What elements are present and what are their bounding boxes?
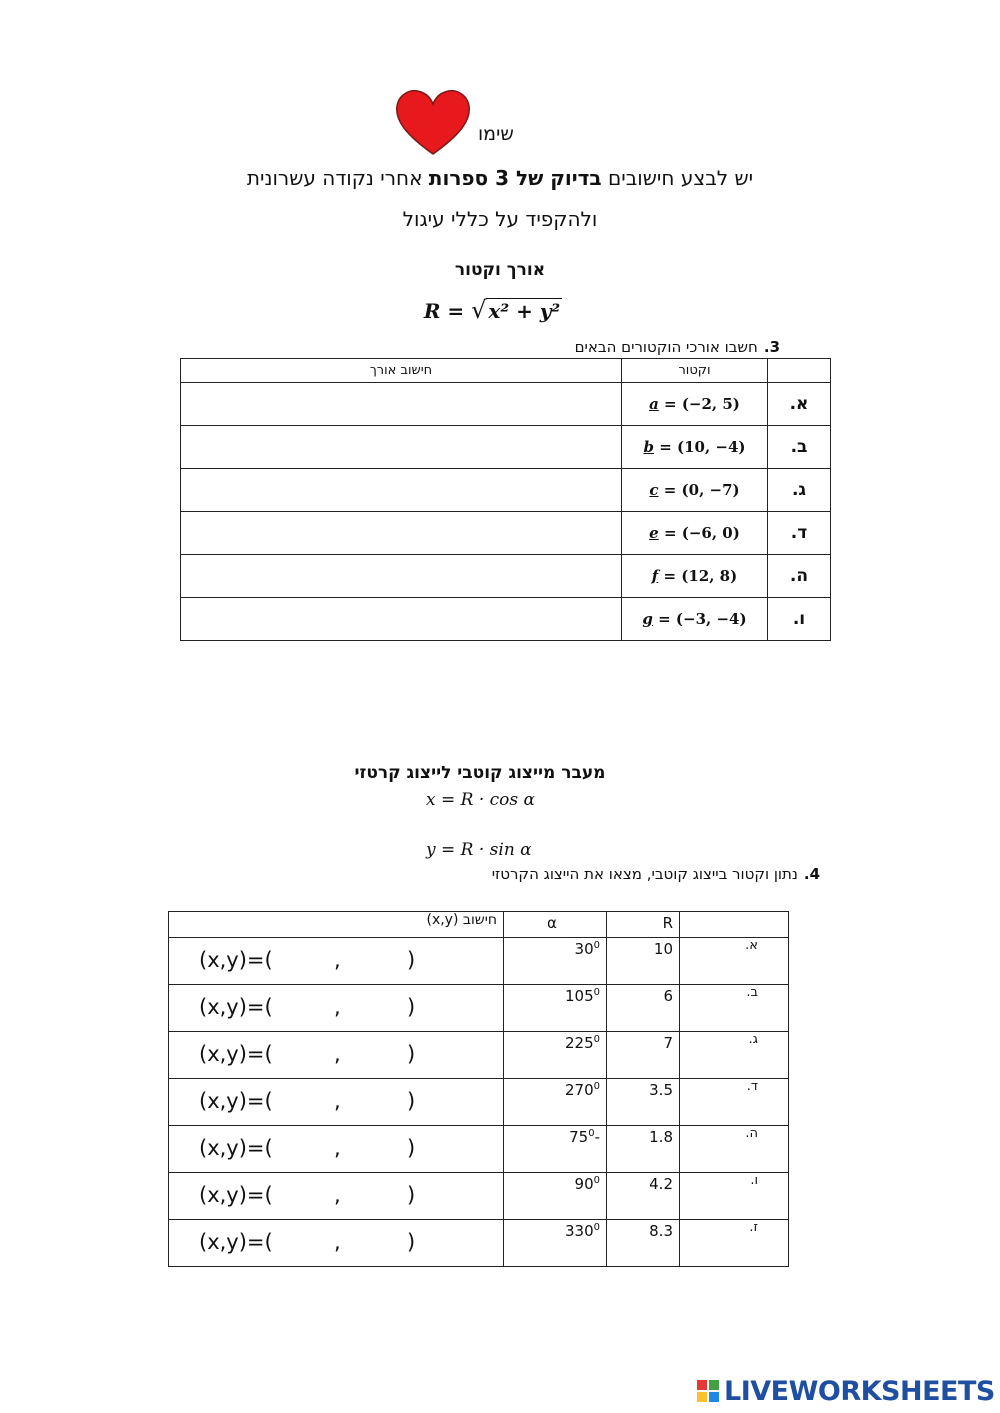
vector-value: c = (0, −7) — [622, 469, 768, 512]
table-header-row — [181, 359, 831, 383]
xy-prefix: (x,y)=( — [199, 1183, 273, 1207]
r-value: 3.5 — [607, 1079, 680, 1126]
length-answer-cell[interactable] — [181, 512, 622, 555]
xy-comma: , — [334, 948, 341, 972]
row-label: ג. — [680, 1032, 789, 1079]
col-alpha-header: α — [504, 912, 607, 938]
instruction-line-1: יש לבצע חישובים בדיוק של 3 ספרות אחרי נקודה עשרונית — [246, 166, 754, 190]
xy-answer-cell[interactable] — [169, 1032, 504, 1079]
vector-value: b = (10, −4) — [622, 426, 768, 469]
row-label: ז. — [680, 1220, 789, 1267]
length-answer-cell[interactable] — [181, 426, 622, 469]
table-header-row — [169, 912, 789, 938]
table-row — [169, 938, 789, 985]
xy-answer-cell[interactable] — [169, 938, 504, 985]
table-row — [181, 383, 831, 426]
instruction-line-2: ולהקפיד על כללי עיגול — [402, 207, 598, 231]
r-value: 10 — [607, 938, 680, 985]
xy-close: ) — [407, 1136, 416, 1160]
row-label: ו. — [768, 598, 831, 641]
xy-close: ) — [407, 1183, 416, 1207]
xy-answer-cell[interactable] — [169, 1220, 504, 1267]
table-row — [181, 469, 831, 512]
attention-text: שימו — [478, 123, 514, 145]
r-value: 4.2 — [607, 1173, 680, 1220]
col-calc-header: חישוב (x,y) — [169, 912, 504, 938]
xy-prefix: (x,y)=( — [199, 948, 273, 972]
xy-answer-cell[interactable] — [169, 1173, 504, 1220]
liveworksheets-icon — [696, 1379, 720, 1403]
col-label-header — [768, 359, 831, 383]
xy-close: ) — [407, 1230, 416, 1254]
xy-close: ) — [407, 1089, 416, 1113]
row-label: ד. — [768, 512, 831, 555]
xy-prefix: (x,y)=( — [199, 1230, 273, 1254]
r-value: 7 — [607, 1032, 680, 1079]
col-calc-header: חישוב אורך — [181, 359, 622, 383]
xy-comma: , — [334, 1230, 341, 1254]
row-label: א. — [768, 383, 831, 426]
length-formula: R = √ x² + y² — [423, 296, 561, 324]
heart-icon — [393, 88, 473, 158]
alpha-value: $105^0$ — [504, 985, 607, 1032]
formula-x: x = R · cos α — [426, 790, 536, 810]
length-answer-cell[interactable] — [181, 555, 622, 598]
xy-comma: , — [334, 1042, 341, 1066]
xy-answer-cell[interactable] — [169, 1126, 504, 1173]
xy-close: ) — [407, 995, 416, 1019]
r-value: 6 — [607, 985, 680, 1032]
section-title-vector-length: אורך וקטור — [454, 260, 546, 280]
question-4: 4.נתון וקטור בייצוג קוטבי, מצאו את הייצוג הקרטזי — [491, 865, 820, 883]
vector-length-table — [180, 358, 831, 641]
table-row — [169, 985, 789, 1032]
length-answer-cell[interactable] — [181, 598, 622, 641]
alpha-value: $-75^0$ — [504, 1126, 607, 1173]
alpha-value: $225^0$ — [504, 1032, 607, 1079]
xy-prefix: (x,y)=( — [199, 995, 273, 1019]
row-label: ג. — [768, 469, 831, 512]
xy-comma: , — [334, 1089, 341, 1113]
alpha-value: $30^0$ — [504, 938, 607, 985]
row-label: ב. — [768, 426, 831, 469]
question-3: 3.חשבו אורכי הוקטורים הבאים — [574, 338, 780, 356]
xy-comma: , — [334, 1136, 341, 1160]
col-label-header — [680, 912, 789, 938]
formula-y: y = R · sin α — [426, 840, 532, 860]
length-answer-cell[interactable] — [181, 383, 622, 426]
xy-answer-cell[interactable] — [169, 1079, 504, 1126]
row-label: ו. — [680, 1173, 789, 1220]
table-row — [181, 512, 831, 555]
length-answer-cell[interactable] — [181, 469, 622, 512]
alpha-value: $270^0$ — [504, 1079, 607, 1126]
xy-prefix: (x,y)=( — [199, 1042, 273, 1066]
section-title-polar-to-cartesian: מעבר מייצוג קוטבי לייצוג קרטזי — [354, 763, 606, 783]
r-value: 1.8 — [607, 1126, 680, 1173]
alpha-value: $90^0$ — [504, 1173, 607, 1220]
xy-close: ) — [407, 1042, 416, 1066]
alpha-value: $330^0$ — [504, 1220, 607, 1267]
liveworksheets-logo: LIVEWORKSHEETS — [696, 1376, 995, 1407]
vector-value: g = (−3, −4) — [622, 598, 768, 641]
table-row — [169, 1126, 789, 1173]
vector-value: a = (−2, 5) — [622, 383, 768, 426]
table-row — [181, 598, 831, 641]
xy-answer-cell[interactable] — [169, 985, 504, 1032]
row-label: א. — [680, 938, 789, 985]
vector-value: f = (12, 8) — [622, 555, 768, 598]
xy-close: ) — [407, 948, 416, 972]
table-row — [181, 426, 831, 469]
row-label: ב. — [680, 985, 789, 1032]
row-label: ה. — [768, 555, 831, 598]
col-vector-header: וקטור — [622, 359, 768, 383]
polar-to-cartesian-table — [168, 911, 789, 1267]
row-label: ד. — [680, 1079, 789, 1126]
col-r-header: R — [607, 912, 680, 938]
table-row — [169, 1032, 789, 1079]
xy-prefix: (x,y)=( — [199, 1089, 273, 1113]
vector-value: e = (−6, 0) — [622, 512, 768, 555]
xy-comma: , — [334, 1183, 341, 1207]
table-row — [181, 555, 831, 598]
xy-prefix: (x,y)=( — [199, 1136, 273, 1160]
table-row — [169, 1173, 789, 1220]
row-label: ה. — [680, 1126, 789, 1173]
table-row — [169, 1220, 789, 1267]
table-row — [169, 1079, 789, 1126]
xy-comma: , — [334, 995, 341, 1019]
r-value: 8.3 — [607, 1220, 680, 1267]
